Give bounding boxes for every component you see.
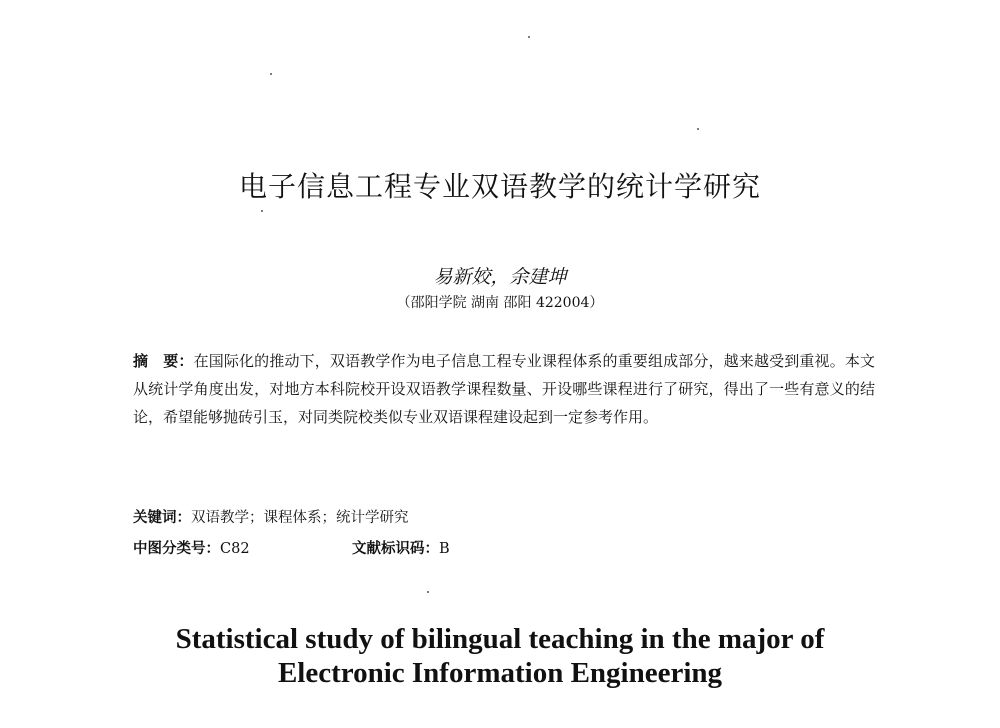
author-list: 易新姣，余建坤 bbox=[433, 266, 567, 288]
keywords-line bbox=[133, 506, 409, 527]
abstract-label: 摘 要： bbox=[133, 352, 194, 370]
clc-line bbox=[133, 537, 250, 558]
doc-code-line bbox=[352, 537, 450, 558]
title-en-line2: Electronic Information Engineering bbox=[277, 657, 723, 689]
keywords-label: 关键词： bbox=[133, 510, 191, 526]
clc-label: 中图分类号： bbox=[133, 541, 220, 557]
scan-speck bbox=[528, 36, 530, 38]
scan-speck bbox=[697, 128, 699, 130]
scan-speck bbox=[270, 73, 272, 75]
doc-code-value: B bbox=[439, 541, 450, 557]
affiliation: （邵阳学院 湖南 邵阳 422004） bbox=[396, 295, 604, 311]
abstract-block bbox=[133, 347, 875, 431]
title-en-line1: Statistical study of bilingual teaching in the major of bbox=[175, 623, 825, 655]
scan-speck bbox=[427, 591, 429, 593]
abstract-text: 在国际化的推动下，双语教学作为电子信息工程专业课程体系的重要组成部分，越来越受到重视。本文从统计学角度出发，对地方本科院校开设双语教学课程数量、开设哪些课程进行了研究，得出了一些有意义的结论，希望能够抛砖引玉，对同类院校类似专业双语课程建设起到一定参考作用。 bbox=[133, 352, 875, 426]
keywords-value: 双语教学；课程体系；统计学研究 bbox=[191, 510, 409, 526]
doc-code-label: 文献标识码： bbox=[352, 541, 439, 557]
clc-value: C82 bbox=[220, 541, 250, 557]
paper-title-en bbox=[0, 622, 1000, 690]
scan-speck bbox=[261, 210, 263, 212]
paper-title-cn: 电子信息工程专业双语教学的统计学研究 bbox=[238, 170, 761, 203]
